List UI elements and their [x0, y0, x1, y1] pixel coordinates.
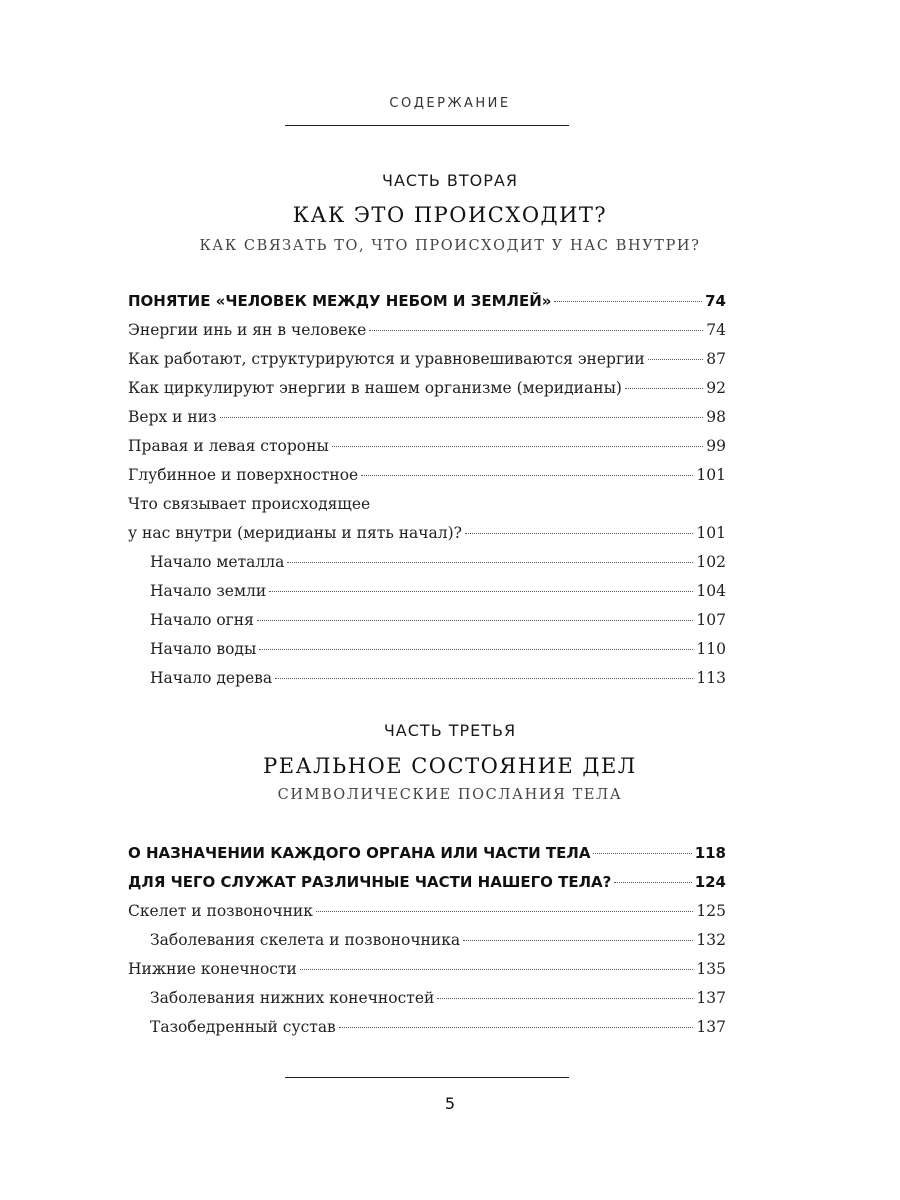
header-rule — [285, 125, 569, 126]
toc-entry-title: ДЛЯ ЧЕГО СЛУЖАТ РАЗЛИЧНЫЕ ЧАСТИ НАШЕГО ТЕЛА? — [128, 873, 612, 891]
toc-entry-page: 104 — [696, 582, 726, 600]
toc-entry[interactable] — [128, 345, 726, 374]
leader-dots — [269, 591, 693, 592]
leader-dots — [593, 853, 691, 854]
toc-entry-title: Начало земли — [150, 582, 267, 600]
toc-subentry[interactable] — [128, 606, 726, 635]
toc-entry-title: Что связывает происходящее — [128, 495, 371, 513]
toc-entry-title: Начало дерева — [150, 669, 273, 687]
leader-dots — [625, 388, 703, 389]
toc-entry-page: 113 — [696, 669, 726, 687]
part3-label: ЧАСТЬ ТРЕТЬЯ — [383, 721, 517, 740]
toc-entry-page: 125 — [696, 902, 726, 920]
toc-entry[interactable] — [128, 374, 726, 403]
part2-label: ЧАСТЬ ВТОРАЯ — [382, 171, 518, 190]
toc-entry-page: 107 — [696, 611, 726, 629]
part2-title: КАК ЭТО ПРОИСХОДИТ? — [292, 203, 608, 227]
leader-dots — [275, 678, 693, 679]
toc-entry-page: 137 — [696, 1018, 726, 1036]
toc-entry-page: 87 — [706, 350, 726, 368]
toc-subentry[interactable] — [128, 1013, 726, 1042]
toc-subentry[interactable] — [128, 548, 726, 577]
toc-entry-title: О НАЗНАЧЕНИИ КАЖДОГО ОРГАНА ИЛИ ЧАСТИ ТЕЛА — [128, 844, 591, 862]
toc-entry-line2[interactable] — [128, 519, 726, 548]
toc-entry[interactable] — [128, 461, 726, 490]
toc-entry[interactable] — [128, 839, 726, 868]
leader-dots — [554, 301, 702, 302]
leader-dots — [648, 359, 704, 360]
leader-dots — [361, 475, 693, 476]
toc-entry[interactable] — [128, 955, 726, 984]
toc-entry-title: Нижние конечности — [128, 960, 297, 978]
toc-entry-page: 124 — [694, 873, 726, 891]
toc-entry-page: 101 — [696, 466, 726, 484]
part3-toc — [128, 839, 726, 1042]
toc-subentry[interactable] — [128, 926, 726, 955]
leader-dots — [369, 330, 703, 331]
toc-entry-title: Тазобедренный сустав — [150, 1018, 336, 1036]
toc-entry-page: 135 — [696, 960, 726, 978]
toc-entry-title: Верх и низ — [128, 408, 217, 426]
toc-entry-title: Энергии инь и ян в человеке — [128, 321, 367, 339]
toc-subentry[interactable] — [128, 984, 726, 1013]
toc-entry[interactable] — [128, 897, 726, 926]
toc-entry-page: 99 — [706, 437, 726, 455]
toc-entry-page: 74 — [706, 321, 726, 339]
toc-entry[interactable] — [128, 868, 726, 897]
toc-entry-page: 74 — [705, 292, 726, 310]
toc-entry-title: Начало воды — [150, 640, 257, 658]
toc-entry-page: 101 — [696, 524, 726, 542]
toc-entry-title: ПОНЯТИЕ «ЧЕЛОВЕК МЕЖДУ НЕБОМ И ЗЕМЛЕЙ» — [128, 292, 552, 310]
part2-subtitle: КАК СВЯЗАТЬ ТО, ЧТО ПРОИСХОДИТ У НАС ВНУТРИ? — [199, 238, 701, 254]
toc-entry-title: Начало металла — [150, 553, 285, 571]
toc-entry-page: 132 — [696, 931, 726, 949]
toc-entry-title: Глубинное и поверхностное — [128, 466, 359, 484]
toc-subentry[interactable] — [128, 664, 726, 693]
leader-dots — [463, 940, 693, 941]
leader-dots — [257, 620, 693, 621]
leader-dots — [300, 969, 694, 970]
toc-entry-line1[interactable] — [128, 490, 726, 519]
toc-entry-title: Заболевания скелета и позвоночника — [150, 931, 461, 949]
toc-entry[interactable] — [128, 287, 726, 316]
leader-dots — [259, 649, 693, 650]
leader-dots — [437, 998, 693, 999]
footer-rule — [285, 1077, 569, 1078]
toc-entry-page: 92 — [706, 379, 726, 397]
leader-dots — [332, 446, 703, 447]
toc-entry-title: Как работают, структурируются и уравновешиваются энергии — [128, 350, 645, 368]
toc-entry-title: Как циркулируют энергии в нашем организме (меридианы) — [128, 379, 622, 397]
leader-dots — [287, 562, 693, 563]
toc-subentry[interactable] — [128, 635, 726, 664]
toc-entry-page: 137 — [696, 989, 726, 1007]
toc-entry[interactable] — [128, 403, 726, 432]
toc-entry-title: Правая и левая стороны — [128, 437, 329, 455]
toc-subentry[interactable] — [128, 577, 726, 606]
part2-toc — [128, 287, 726, 693]
toc-entry[interactable] — [128, 432, 726, 461]
leader-dots — [220, 417, 704, 418]
toc-entry-page: 98 — [706, 408, 726, 426]
part3-subtitle: СИМВОЛИЧЕСКИЕ ПОСЛАНИЯ ТЕЛА — [277, 787, 623, 803]
toc-entry-page: 102 — [696, 553, 726, 571]
leader-dots — [614, 882, 691, 883]
toc-entry-title: у нас внутри (меридианы и пять начал)? — [128, 524, 462, 542]
leader-dots — [465, 533, 693, 534]
toc-entry-page: 118 — [694, 844, 726, 862]
part3-title: РЕАЛЬНОЕ СОСТОЯНИЕ ДЕЛ — [263, 754, 637, 778]
running-header: СОДЕРЖАНИЕ — [389, 96, 511, 111]
toc-entry-title: Заболевания нижних конечностей — [150, 989, 435, 1007]
leader-dots — [339, 1027, 694, 1028]
toc-entry-title: Начало огня — [150, 611, 254, 629]
toc-entry[interactable] — [128, 316, 726, 345]
toc-entry-title: Скелет и позвоночник — [128, 902, 313, 920]
leader-dots — [316, 911, 693, 912]
toc-entry-page: 110 — [696, 640, 726, 658]
page-number: 5 — [444, 1094, 456, 1113]
